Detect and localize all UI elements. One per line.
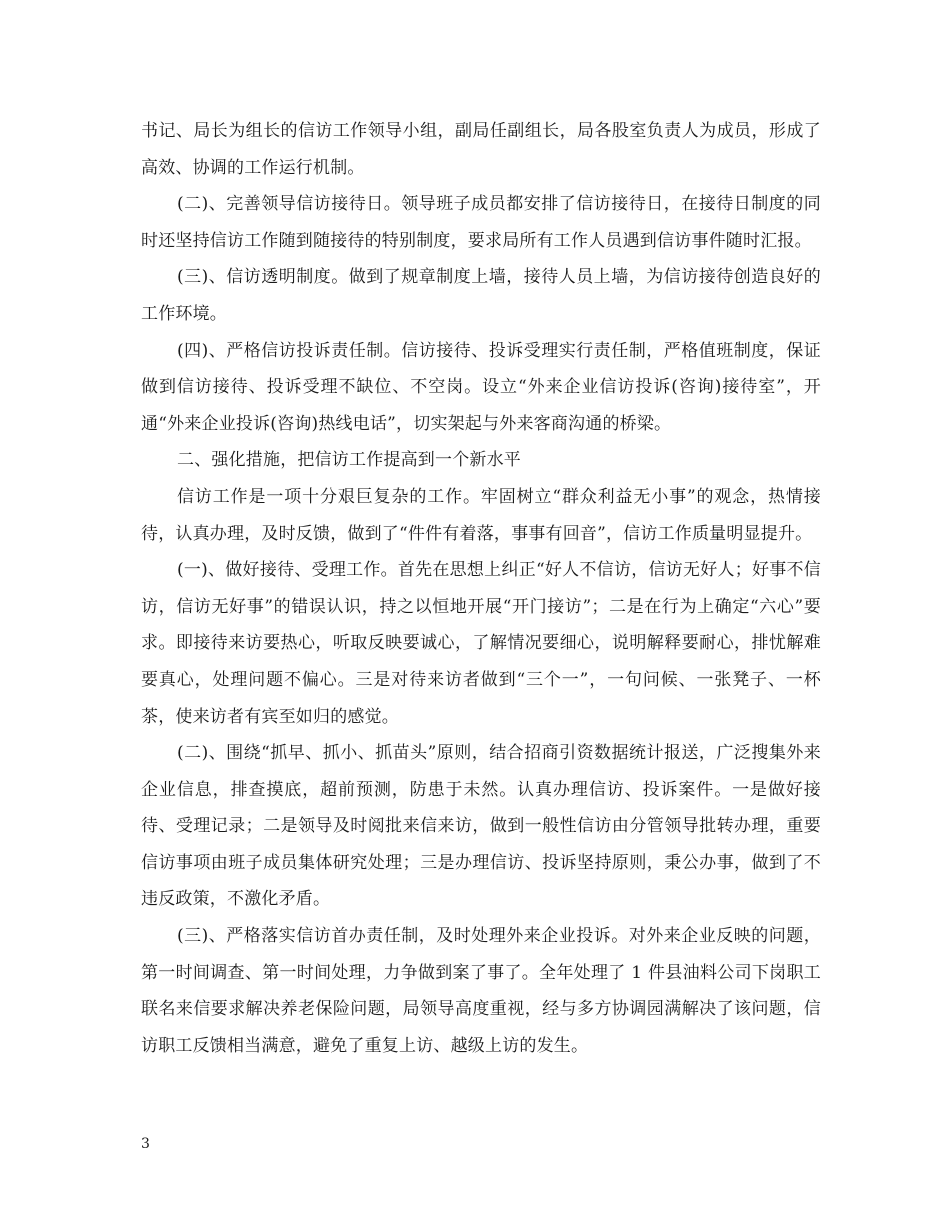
- paragraph-1: 书记、局长为组长的信访工作领导小组，副局任副组长，局各股室负责人为成员，形成了高效、协调的工作运行机制。: [141, 121, 821, 178]
- paragraph-8: (三)、严格落实信访首办责任制，及时处理外来企业投诉。对外来企业反映的问题，第一时间调查、第一时间处理，力争做到案了事了。全年处理了 1 件县油料公司下岗职工联名来信要求解决养老保险问题，局领导高度重视，经与多方协调园满解决了该问题，信访职工反馈相当满意，避免了重复上访、越级上访的发生。: [141, 926, 821, 1056]
- document-body: [141, 113, 821, 1064]
- page-number: 3: [141, 1136, 150, 1152]
- paragraph-4: (四)、严格信访投诉责任制。信访接待、投诉受理实行责任制，严格值班制度，保证做到信访接待、投诉受理不缺位、不空岗。设立“外来企业信访投诉(咨询)接待室”，开通“外来企业投诉(咨询)热线电话”，切实架起与外来客商沟通的桥梁。: [141, 340, 821, 434]
- paragraph-2: (二)、完善领导信访接待日。领导班子成员都安排了信访接待日，在接待日制度的同时还坚持信访工作随到随接待的特别制度，要求局所有工作人员遇到信访事件随时汇报。: [141, 194, 821, 251]
- paragraph-6: (一)、做好接待、受理工作。首先在思想上纠正“好人不信访，信访无好人；好事不信访，信访无好事”的错误认识，持之以恒地开展“开门接访”；二是在行为上确定“六心”要求。即接待来访要热心，听取反映要诚心，了解情况要细心，说明解释要耐心，排忧解难要真心，处理问题不偏心。三是对待来访者做到“三个一”，一句问候、一张凳子、一杯茶，使来访者有宾至如归的感觉。: [141, 560, 821, 727]
- paragraph-5: 信访工作是一项十分艰巨复杂的工作。牢固树立“群众利益无小事”的观念，热情接待，认真办理，及时反馈，做到了“件件有着落，事事有回音”，信访工作质量明显提升。: [141, 486, 821, 544]
- paragraph-3: (三)、信访透明制度。做到了规章制度上墙，接待人员上墙，为信访接待创造良好的工作环境。: [141, 267, 821, 324]
- paragraph-7: (二)、围绕“抓早、抓小、抓苗头”原则，结合招商引资数据统计报送，广泛搜集外来企业信息，排查摸底，超前预测，防患于未然。认真办理信访、投诉案件。一是做好接待、受理记录；二是领导及时阅批来信来访，做到一般性信访由分管领导批转办理，重要信访事项由班子成员集体研究处理；三是办理信访、投诉坚持原则，秉公办事，做到了不违反政策，不激化矛盾。: [141, 743, 821, 910]
- section-heading: 二、强化措施，把信访工作提高到一个新水平: [177, 450, 521, 471]
